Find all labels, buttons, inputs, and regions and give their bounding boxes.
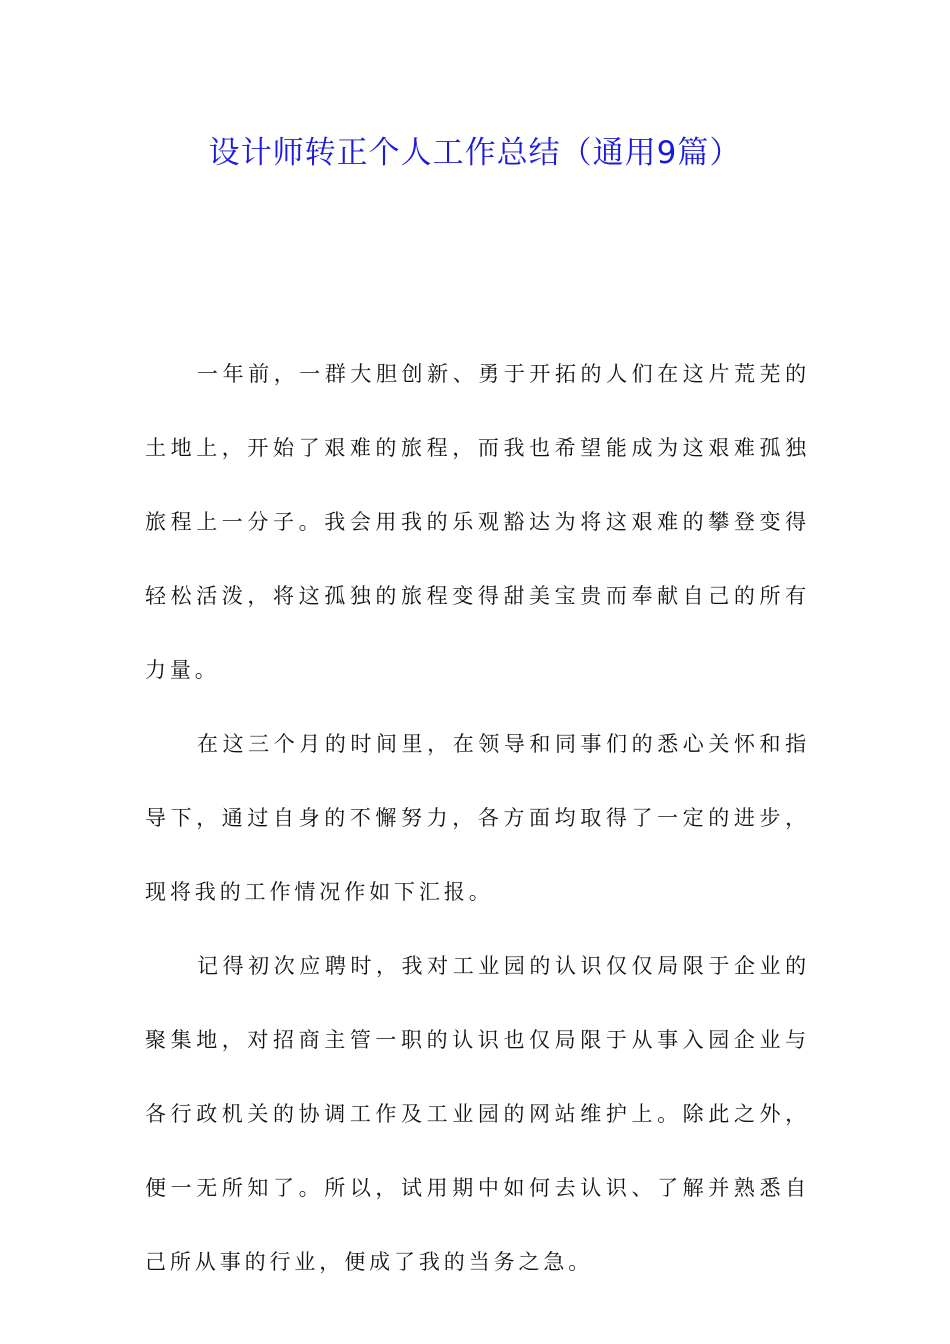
document-body (145, 337, 810, 1299)
paragraph-3: 记得初次应聘时，我对工业园的认识仅仅局限于企业的聚集地，对招商主管一职的认识也仅局限于从事入园企业与各行政机关的协调工作及工业园的网站维护上。除此之外，便一无所知了。所以，试用期中如何去认识、了解并熟悉自己所从事的行业，便成了我的当务之急。 (145, 954, 810, 1274)
document-title: 设计师转正个人工作总结（通用9篇） (208, 135, 742, 171)
paragraph-1: 一年前，一群大胆创新、勇于开拓的人们在这片荒芜的土地上，开始了艰难的旅程，而我也希望能成为这艰难孤独旅程上一分子。我会用我的乐观豁达为将这艰难的攀登变得轻松活泼，将这孤独的旅程变得甜美宝贵而奉献自己的所有力量。 (145, 362, 810, 682)
paragraph-2: 在这三个月的时间里，在领导和同事们的悉心关怀和指导下，通过自身的不懈努力，各方面均取得了一定的进步，现将我的工作情况作如下汇报。 (145, 732, 810, 904)
